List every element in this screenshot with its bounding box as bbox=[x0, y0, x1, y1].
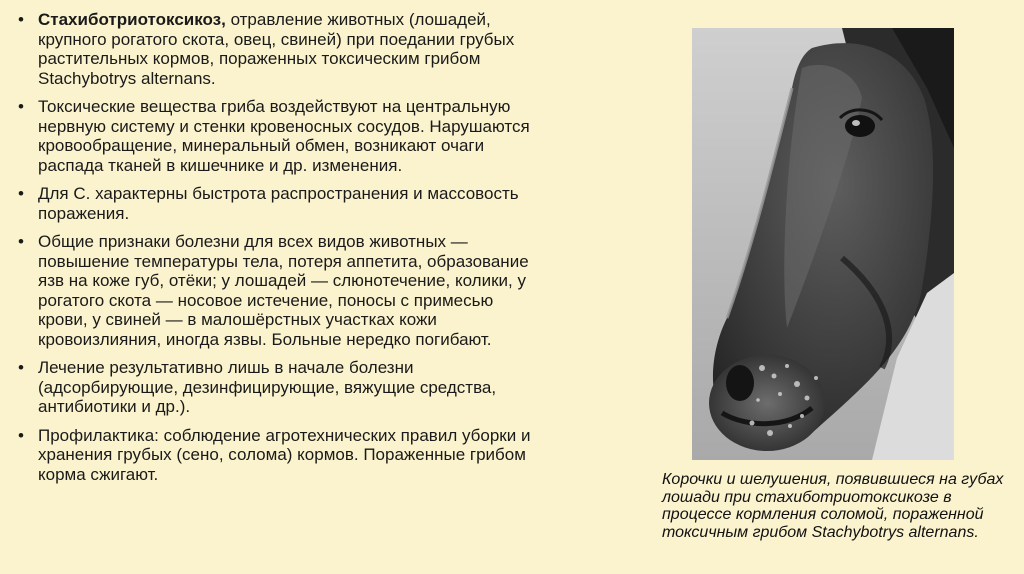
bullet-text: отравление животных (лошадей, крупного рогатого скота, овец, свиней) при поедании грубых растительных кормов, пораженных токсическим грибом Stachybotrys alternans. bbox=[38, 10, 515, 88]
bullet-item bbox=[16, 97, 536, 175]
bullet-text: Для С. характерны быстрота распространения и массовость поражения. bbox=[38, 184, 519, 223]
bullet-item bbox=[16, 10, 536, 88]
bullet-text: Токсические вещества гриба воздействуют на центральную нервную систему и стенки кровеносных сосудов. Нарушаются кровообращение, минеральный обмен, возникают очаги распада тканей в кишечнике и др. изменения. bbox=[38, 97, 530, 175]
bullet-text: Лечение результативно лишь в начале болезни (адсорбирующие, дезинфицирующие, вяжущие средства, антибиотики и др.). bbox=[38, 358, 497, 416]
bullet-item bbox=[16, 184, 536, 223]
bullet-item bbox=[16, 232, 536, 349]
bullet-item bbox=[16, 358, 536, 417]
term-bold: Стахиботриотоксикоз, bbox=[38, 10, 226, 29]
horse-photo bbox=[692, 28, 954, 460]
photo-caption: Корочки и шелушения, появившиеся на губах лошади при стахиботриотоксикозе в процессе кормления соломой, пораженной токсичным грибом Stachybotrys alternans. bbox=[662, 471, 1004, 541]
bullet-list bbox=[16, 10, 536, 493]
bullet-text: Профилактика: соблюдение агротехнических правил уборки и хранения грубых (сено, солома) кормов. Пораженные грибом корма сжигают. bbox=[38, 425, 531, 484]
bullet-item bbox=[16, 426, 536, 485]
horse-head-illustration bbox=[692, 28, 954, 460]
bullet-text: Общие признаки болезни для всех видов животных — повышение температуры тела, потеря аппетита, образование язв на коже губ, отёки; у лошадей — слюнотечение, колики, у рогатого скота — носовое истечение, поносы с примесью крови, у свиней — в малошёрстных участках кожи кровоизлияния, иногда язвы. Больные нередко погибают. bbox=[38, 232, 529, 349]
